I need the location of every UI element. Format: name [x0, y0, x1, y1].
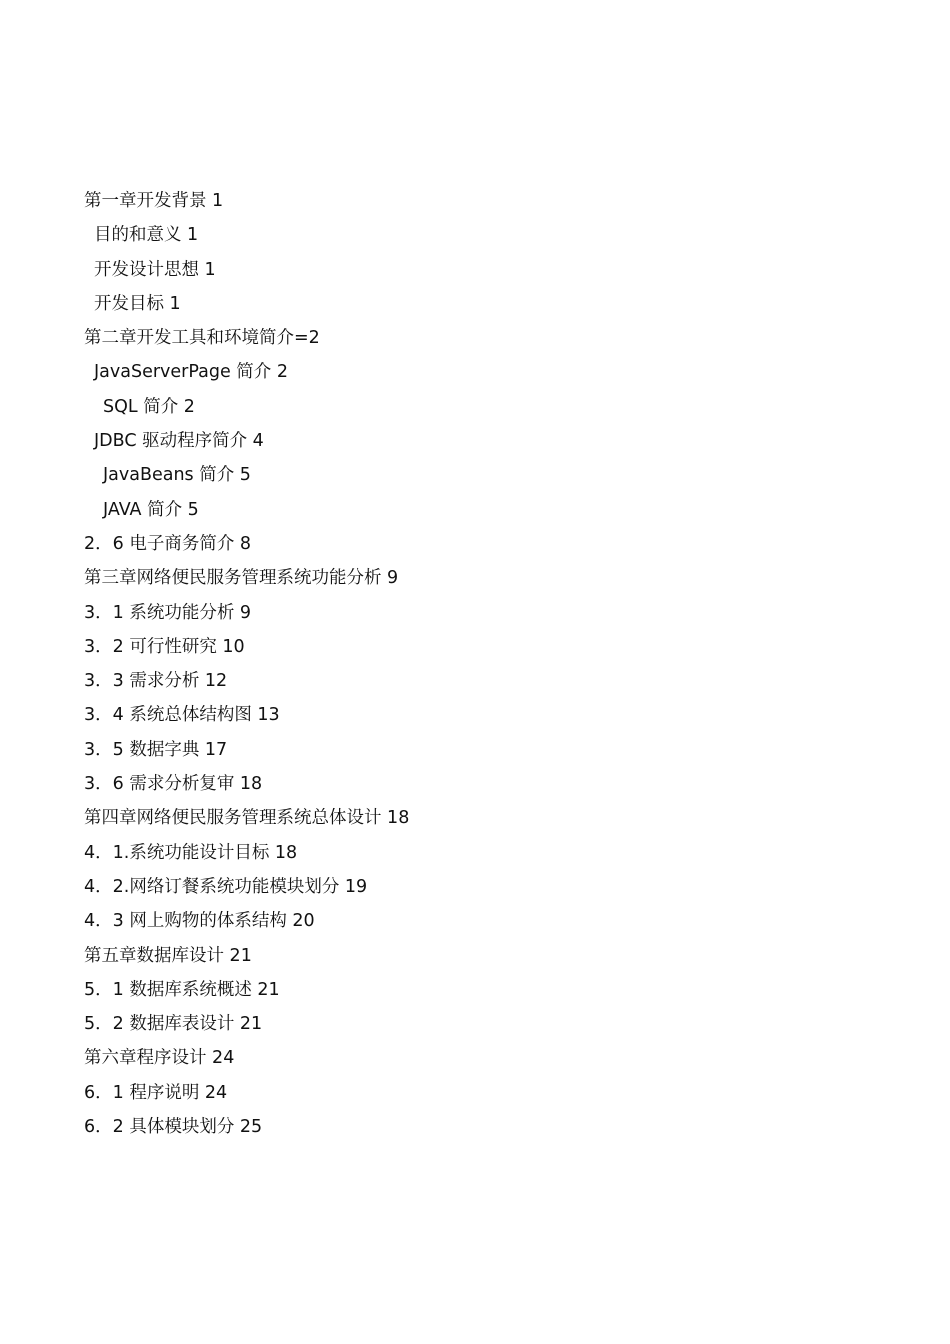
- table-of-contents: [0, 184, 950, 1144]
- toc-entry: [0, 733, 950, 767]
- toc-entry-text: 第六章程序设计 24: [84, 1048, 235, 1069]
- toc-entry-text: JavaBeans 简介 5: [103, 465, 251, 486]
- toc-entry: [0, 184, 950, 218]
- toc-entry: [0, 939, 950, 973]
- toc-entry: [0, 973, 950, 1007]
- toc-entry: [0, 698, 950, 732]
- toc-entry: [0, 527, 950, 561]
- toc-entry-text: 第四章网络便民服务管理系统总体设计 18: [84, 808, 410, 829]
- toc-entry-text: 第三章网络便民服务管理系统功能分析 9: [84, 568, 399, 589]
- toc-entry-text: SQL 简介 2: [103, 396, 195, 417]
- toc-entry: [0, 218, 950, 252]
- toc-entry-text: 2．6 电子商务简介 8: [84, 533, 252, 554]
- toc-entry-text: JAVA 简介 5: [103, 499, 199, 520]
- toc-entry-text: 3．1 系统功能分析 9: [84, 602, 252, 623]
- toc-entry: [0, 253, 950, 287]
- toc-entry-text: 3．3 需求分析 12: [84, 671, 228, 692]
- toc-entry-text: 3．4 系统总体结构图 13: [84, 705, 280, 726]
- toc-entry-text: 3．6 需求分析复审 18: [84, 774, 263, 795]
- toc-entry: [0, 1007, 950, 1041]
- toc-entry-text: 目的和意义 1: [94, 225, 199, 246]
- toc-entry: [0, 493, 950, 527]
- toc-entry-text: 3．5 数据字典 17: [84, 739, 228, 760]
- toc-entry-text: JavaServerPage 简介 2: [94, 362, 288, 383]
- toc-entry-text: 5．2 数据库表设计 21: [84, 1014, 263, 1035]
- toc-entry: [0, 904, 950, 938]
- toc-entry: [0, 287, 950, 321]
- toc-entry-text: 4．3 网上购物的体系结构 20: [84, 911, 315, 932]
- toc-entry-text: 4．1.系统功能设计目标 18: [84, 842, 298, 863]
- toc-entry-text: 开发目标 1: [94, 293, 181, 314]
- toc-entry: [0, 321, 950, 355]
- toc-entry-text: 第一章开发背景 1: [84, 191, 224, 211]
- toc-entry: [0, 664, 950, 698]
- toc-entry: [0, 355, 950, 389]
- toc-entry-text: 4．2.网络订餐系统功能模块划分 19: [84, 876, 368, 897]
- toc-entry: [0, 801, 950, 835]
- toc-entry: [0, 1041, 950, 1075]
- toc-entry: [0, 870, 950, 904]
- toc-entry-text: 第五章数据库设计 21: [84, 945, 252, 966]
- toc-entry: [0, 836, 950, 870]
- toc-entry: [0, 767, 950, 801]
- toc-entry: [0, 390, 950, 424]
- toc-entry-text: 第二章开发工具和环境简介=2: [84, 328, 320, 349]
- toc-entry-text: 开发设计思想 1: [94, 259, 216, 280]
- toc-entry-text: 3．2 可行性研究 10: [84, 636, 245, 657]
- toc-entry: [0, 561, 950, 595]
- toc-entry-text: 6．2 具体模块划分 25: [84, 1117, 263, 1138]
- toc-entry: [0, 1110, 950, 1144]
- toc-entry: [0, 458, 950, 492]
- toc-entry-text: JDBC 驱动程序简介 4: [94, 431, 264, 452]
- toc-entry: [0, 630, 950, 664]
- toc-entry: [0, 1076, 950, 1110]
- toc-entry: [0, 424, 950, 458]
- toc-entry: [0, 596, 950, 630]
- toc-entry-text: 5．1 数据库系统概述 21: [84, 979, 280, 1000]
- toc-entry-text: 6．1 程序说明 24: [84, 1082, 228, 1103]
